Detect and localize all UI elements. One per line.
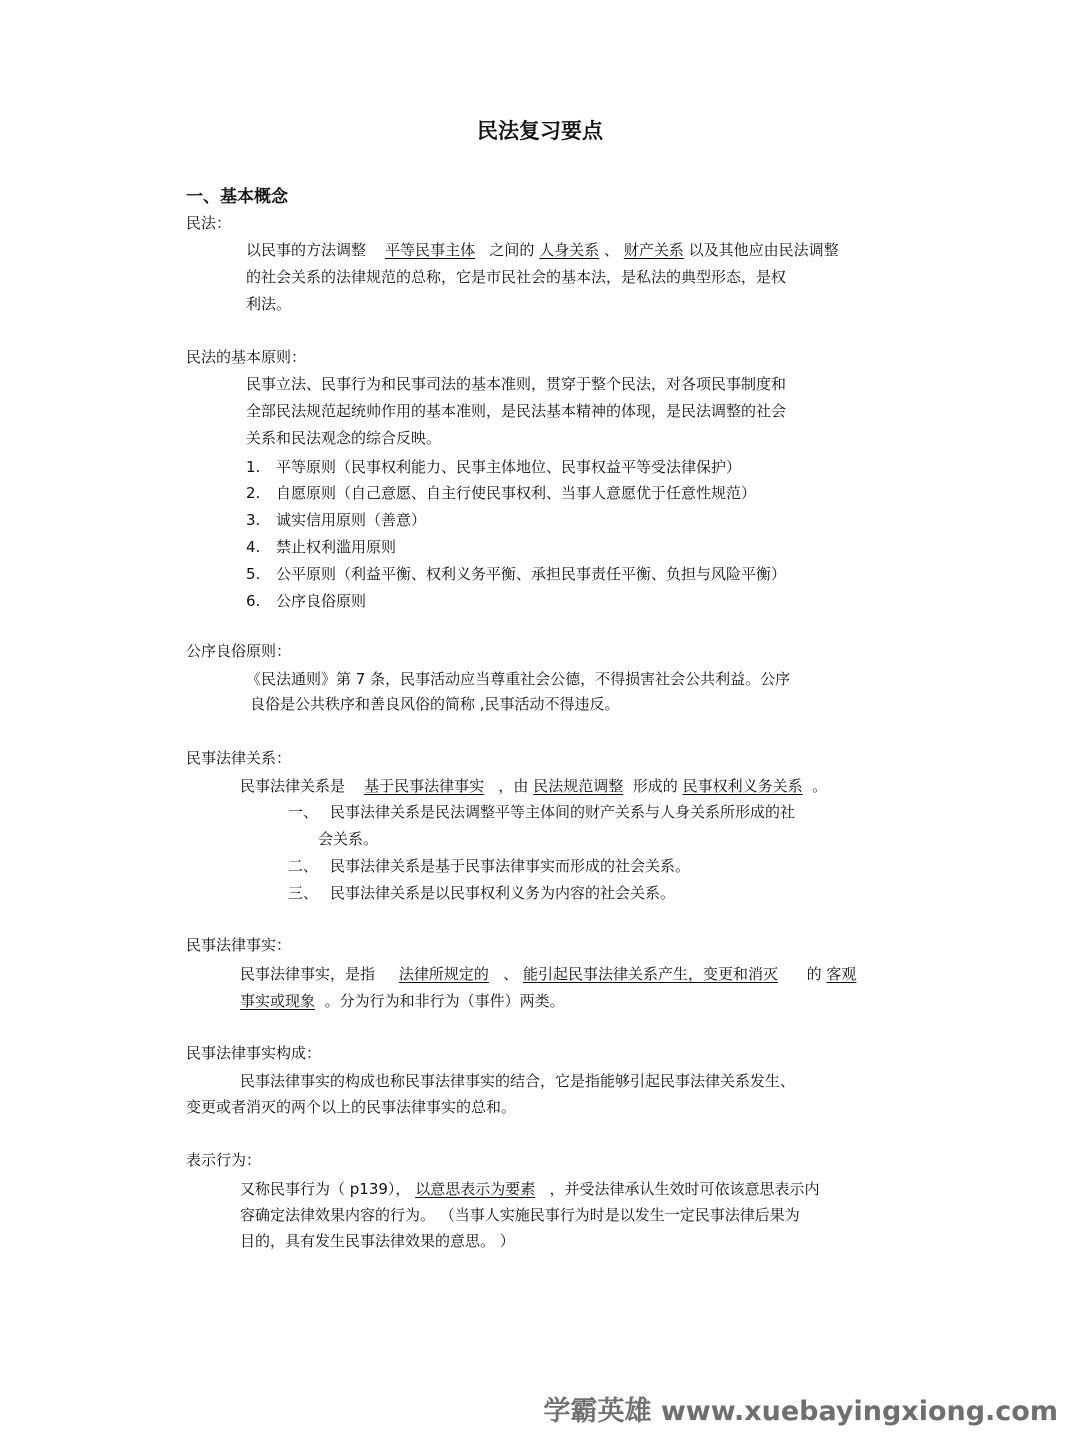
relation-text: 民事法律关系是	[240, 777, 346, 795]
expression-underline-intent: 以意思表示为要素	[415, 1180, 536, 1198]
list-item	[288, 802, 795, 822]
list-item	[288, 856, 690, 876]
expression-text: ，并受法律承认生效时可依该意思表示内	[549, 1180, 820, 1198]
list-number: 3.	[246, 511, 261, 529]
list-item	[246, 510, 426, 530]
list-item	[246, 591, 366, 611]
fact-text: 民事法律事实，是指	[240, 965, 376, 983]
list-number: 6.	[246, 592, 261, 610]
relation-text: ，由	[498, 777, 529, 795]
list-text: 平等原则（民事权利能力、民事主体地位、民事权益平等受法律保护）	[276, 458, 742, 476]
list-number: 4.	[246, 538, 261, 556]
list-text: 民事法律关系是基于民事法律事实而形成的社会关系。	[330, 857, 691, 875]
minfa-line-1	[246, 240, 839, 260]
fact-label: 民事法律事实：	[186, 936, 292, 954]
fact-text: 的	[806, 965, 822, 983]
list-item	[246, 537, 396, 557]
section-heading-basic-concepts: 一、基本概念	[186, 187, 288, 207]
list-number: 三、	[288, 884, 319, 902]
principles-label: 民法的基本原则：	[186, 348, 307, 366]
list-item	[246, 564, 786, 584]
fact-text: 、	[503, 965, 519, 983]
gongxu-line-1: 《民法通则》第 7 条，民事活动应当尊重社会公德，不得损害社会公共利益。公序	[246, 670, 791, 688]
minfa-underline-property: 财产关系	[623, 241, 684, 259]
minfa-text: 、	[604, 241, 620, 259]
fact-line-2	[240, 991, 565, 1011]
principles-line-1: 民事立法、民事行为和民事司法的基本准则，贯穿于整个民法，对各项民事制度和	[246, 375, 787, 393]
list-text: 公序良俗原则	[276, 592, 367, 610]
fact-underline-effect: 能引起民事法律关系产生，变更和消灭	[522, 965, 778, 983]
composition-line-1: 民事法律事实的构成也称民事法律事实的结合，它是指能够引起民事法律关系发生、	[240, 1072, 796, 1090]
minfa-line-3: 利法。	[246, 295, 292, 313]
minfa-underline-personal: 人身关系	[539, 241, 600, 259]
list-item	[246, 483, 756, 503]
site-watermark: 学霸英雄 www.xuebayingxiong.com	[543, 1396, 1058, 1427]
expression-line-2: 容确定法律效果内容的行为。 （当事人实施民事行为时是以发生一定民事法律后果为	[240, 1206, 800, 1224]
fact-text: 。分为行为和非行为（事件）两类。	[324, 992, 565, 1010]
fact-underline-phenomenon: 事实或现象	[240, 992, 316, 1010]
expression-label: 表示行为：	[186, 1151, 262, 1169]
relation-line-1	[240, 776, 827, 796]
list-number: 一、	[288, 803, 319, 821]
composition-label: 民事法律事实构成：	[186, 1044, 322, 1062]
composition-line-2: 变更或者消灭的两个以上的民事法律事实的总和。	[186, 1098, 517, 1116]
gongxu-label: 公序良俗原则：	[186, 642, 292, 660]
expression-text: 又称民事行为（ p139），	[240, 1180, 411, 1198]
relation-underline-fact: 基于民事法律事实	[364, 777, 485, 795]
list-item	[246, 457, 741, 477]
minfa-underline-subject: 平等民事主体	[385, 241, 476, 259]
list-item	[288, 883, 675, 903]
relation-underline-rights: 民事权利义务关系	[682, 777, 803, 795]
list-number: 2.	[246, 484, 261, 502]
list-text: 自愿原则（自己意愿、自主行使民事权利、当事人意愿优于任意性规范）	[276, 484, 757, 502]
minfa-label: 民法：	[186, 214, 232, 232]
expression-line-1	[240, 1179, 820, 1199]
list-text: 禁止权利滥用原则	[276, 538, 397, 556]
relation-text: 形成的	[632, 777, 678, 795]
expression-line-3: 目的，具有发生民事法律效果的意思。 ）	[240, 1232, 515, 1250]
list-item-continuation: 会关系。	[318, 830, 379, 848]
fact-underline-legal: 法律所规定的	[398, 965, 489, 983]
fact-underline-objective: 客观	[826, 965, 857, 983]
list-number: 1.	[246, 458, 261, 476]
principles-line-2: 全部民法规范起统帅作用的基本准则，是民法基本精神的体现，是民法调整的社会	[246, 402, 787, 420]
minfa-text: 之间的	[489, 241, 535, 259]
relation-underline-norm: 民法规范调整	[533, 777, 624, 795]
list-text: 公平原则（利益平衡、权利义务平衡、承担民事责任平衡、负担与风险平衡）	[276, 565, 787, 583]
relation-text: 。	[812, 777, 828, 795]
fact-line-1	[240, 964, 856, 984]
list-number: 5.	[246, 565, 261, 583]
list-number: 二、	[288, 857, 319, 875]
principles-line-3: 关系和民法观念的综合反映。	[246, 429, 442, 447]
minfa-text: 以民事的方法调整	[246, 241, 367, 259]
gongxu-line-2: 良俗是公共秩序和善良风俗的简称 ,民事活动不得违反。	[250, 695, 620, 713]
page-title: 民法复习要点	[477, 119, 603, 143]
relation-label: 民事法律关系：	[186, 749, 292, 767]
list-text: 民事法律关系是民法调整平等主体间的财产关系与人身关系所形成的社	[330, 803, 796, 821]
list-text: 诚实信用原则（善意）	[276, 511, 427, 529]
minfa-text: 以及其他应由民法调整	[688, 241, 839, 259]
minfa-line-2: 的社会关系的法律规范的总称，它是市民社会的基本法，是私法的典型形态，是权	[246, 268, 787, 286]
list-text: 民事法律关系是以民事权利义务为内容的社会关系。	[330, 884, 676, 902]
